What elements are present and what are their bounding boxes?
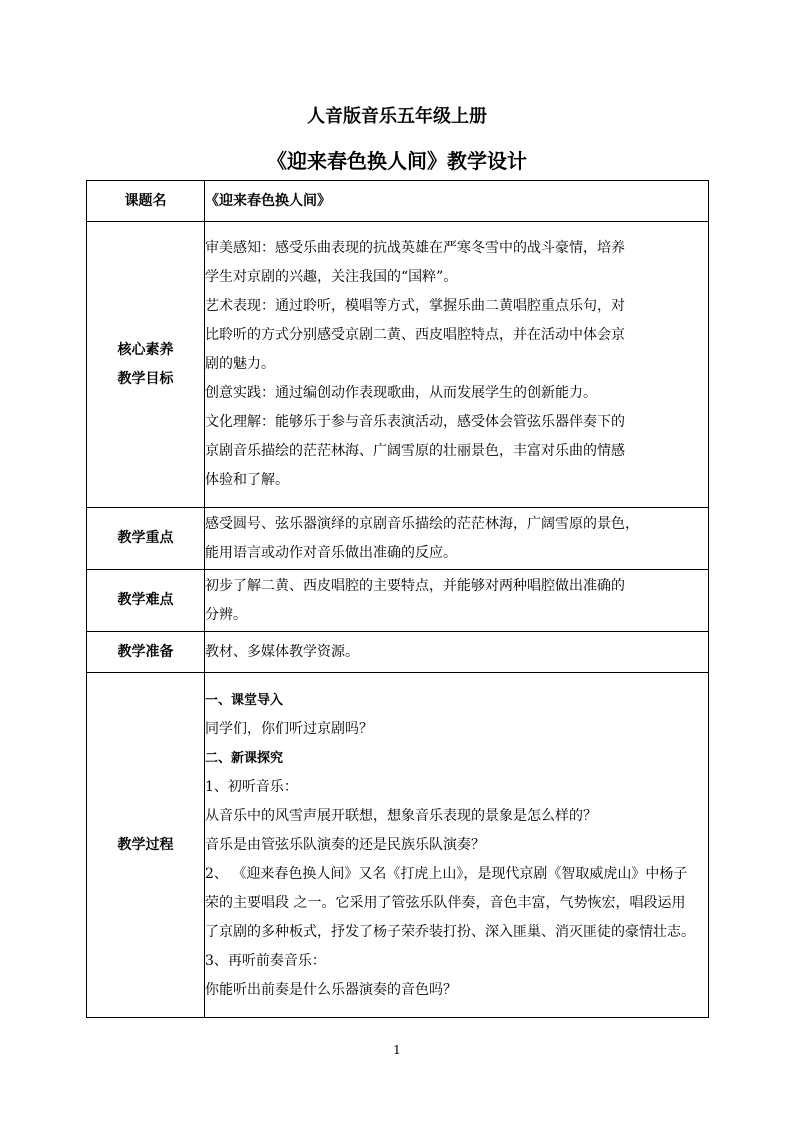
objectives-label-line2: 教学目标 (117, 370, 174, 387)
difficulties-label: 教学难点 (87, 570, 205, 632)
table-row-preparation (87, 632, 709, 673)
lesson-plan-table (86, 180, 709, 1018)
objectives-label-line1: 核心素养 (117, 341, 174, 358)
process-label: 教学过程 (87, 673, 205, 1018)
process-intro: 同学们，你们听过京剧吗？ (205, 720, 373, 737)
process-line: 1、初听音乐： (205, 778, 298, 795)
process-line: 荣的主要唱段 之一。它采用了管弦乐队伴奏，音色丰富，气势恢宏，唱段运用 (205, 894, 686, 911)
document-title: 人音版音乐五年级上册 (307, 106, 487, 127)
process-line: 音乐是由管弦乐队演奏的还是民族乐队演奏？ (205, 836, 485, 853)
lesson-title: 《迎来春色换人间》教学设计 (267, 149, 527, 173)
process-line: 2、 《迎来春色换人间》又名《打虎上山》，是现代京剧《智取威虎山》中杨子 (205, 865, 688, 882)
table-row-topic (87, 181, 709, 222)
difficulties-line: 初步了解二黄、西皮唱腔的主要特点，并能够对两种唱腔做出准确的 (205, 577, 625, 594)
objectives-line: 剧的魅力。 (205, 356, 275, 372)
page-number: 1 (393, 1043, 401, 1057)
objectives-line: 京剧音乐描绘的茫茫林海、广阔雪原的壮丽景色，丰富对乐曲的情感 (205, 443, 625, 459)
objectives-line: 创意实践：通过编创动作表现歌曲，从而发展学生的创新能力。 (205, 385, 597, 401)
objectives-label (87, 222, 205, 508)
process-line: 你能听出前奏是什么乐器演奏的音色吗？ (205, 981, 457, 998)
table-row-key-points (87, 508, 709, 570)
objectives-line: 艺术表现：通过聆听，模唱等方式，掌握乐曲二黄唱腔重点乐句，对 (205, 298, 625, 314)
key-points-line: 感受圆号、弦乐器演绎的京剧音乐描绘的茫茫林海，广阔雪原的景色， (205, 515, 639, 532)
process-heading-explore: 二、新课探究 (205, 750, 284, 766)
difficulties-content (205, 570, 709, 632)
process-line: 了京剧的多种板式，抒发了杨子荣乔装打扮、深入匪巢、消灭匪徒的豪情壮志。 (205, 923, 695, 940)
key-points-line: 能用语言或动作对音乐做出准确的反应。 (205, 544, 457, 561)
table-row-difficulties (87, 570, 709, 632)
key-points-content (205, 508, 709, 570)
key-points-label: 教学重点 (87, 508, 205, 570)
objectives-line: 文化理解：能够乐于参与音乐表演活动，感受体会管弦乐器伴奏下的 (205, 414, 625, 430)
table-row-objectives (87, 222, 709, 508)
objectives-line: 审美感知：感受乐曲表现的抗战英雄在严寒冬雪中的战斗豪情，培养 (205, 240, 625, 256)
objectives-line: 体验和了解。 (205, 472, 289, 488)
process-line: 从音乐中的风雪声展开联想，想象音乐表现的景象是怎么样的？ (205, 807, 597, 824)
objectives-content (205, 222, 709, 508)
topic-label: 课题名 (87, 181, 205, 222)
topic-value: 《迎来春色换人间》 (205, 181, 709, 222)
objectives-line: 比聆听的方式分别感受京剧二黄、西皮唱腔特点，并在活动中体会京 (205, 327, 625, 343)
objectives-line: 学生对京剧的兴趣，关注我国的“国粹”。 (205, 269, 458, 285)
process-line: 3、再听前奏音乐： (205, 952, 326, 969)
difficulties-line: 分辨。 (205, 606, 247, 623)
process-content (205, 673, 709, 1018)
table-row-process (87, 673, 709, 1018)
preparation-content: 教材、多媒体教学资源。 (205, 632, 709, 673)
process-heading-intro: 一、课堂导入 (205, 692, 284, 708)
preparation-label: 教学准备 (87, 632, 205, 673)
